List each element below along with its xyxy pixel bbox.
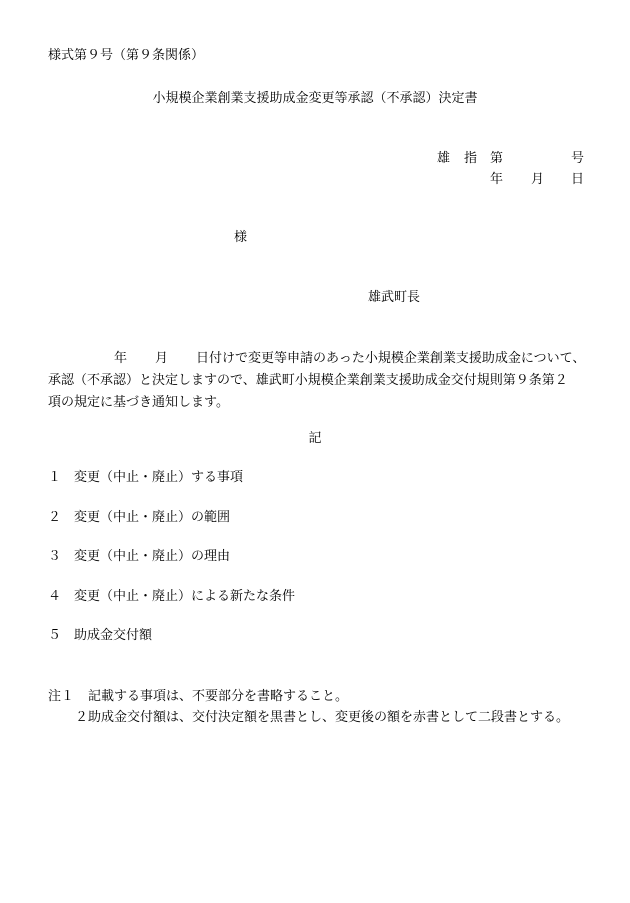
- doc-number-char-2: 指: [464, 151, 478, 166]
- item-text: 変更（中止・廃止）する事項: [74, 470, 244, 485]
- body-line-2: 承認（不承認）と決定しますので、雄武町小規模企業創業支援助成金交付規則第９条第２: [48, 373, 568, 388]
- date-month: 月: [531, 172, 545, 187]
- note-2: [48, 709, 569, 727]
- item-number: ５: [48, 628, 62, 643]
- item-number: ２: [48, 510, 62, 525]
- body-line-1-text: 日付けで変更等申請のあった小規模企業創業支援助成金について、: [196, 351, 586, 366]
- body-line-3: 項の規定に基づき通知します。: [48, 395, 229, 410]
- form-number: 様式第９号（第９条関係）: [48, 48, 205, 63]
- list-item: [48, 548, 230, 566]
- addressee: 様: [234, 230, 248, 245]
- document-title: 小規模企業創業支援助成金変更等承認（不承認）決定書: [152, 91, 478, 106]
- issuer-name: 雄武町長: [368, 290, 421, 305]
- doc-number-char-1: 雄: [437, 151, 451, 166]
- list-item: [48, 509, 230, 527]
- date-year: 年: [490, 172, 504, 187]
- item-number: ４: [48, 589, 62, 604]
- note-label: ２: [74, 710, 88, 725]
- list-item: [48, 588, 295, 606]
- note-text: 助成金交付額は、交付決定額を黒書とし、変更後の額を赤書として二段書とする。: [88, 710, 570, 725]
- item-text: 助成金交付額: [74, 628, 153, 643]
- body-paragraph: [48, 348, 608, 414]
- body-line-1: [48, 348, 608, 370]
- body-year: 年: [114, 351, 128, 366]
- item-text: 変更（中止・廃止）による新たな条件: [74, 589, 296, 604]
- date-day: 日: [571, 172, 585, 187]
- list-item: [48, 469, 243, 487]
- note-1: [48, 688, 348, 706]
- note-text: 記載する事項は、不要部分を書略すること。: [88, 689, 349, 704]
- list-item: [48, 627, 152, 645]
- body-month: 月: [155, 351, 169, 366]
- item-number: １: [48, 470, 62, 485]
- note-label: 注１: [48, 689, 75, 704]
- ki-heading: 記: [308, 431, 322, 446]
- doc-number-char-4: 号: [571, 151, 585, 166]
- item-text: 変更（中止・廃止）の範囲: [74, 510, 231, 525]
- item-text: 変更（中止・廃止）の理由: [74, 549, 231, 564]
- item-number: ３: [48, 549, 62, 564]
- doc-number-char-3: 第: [490, 151, 504, 166]
